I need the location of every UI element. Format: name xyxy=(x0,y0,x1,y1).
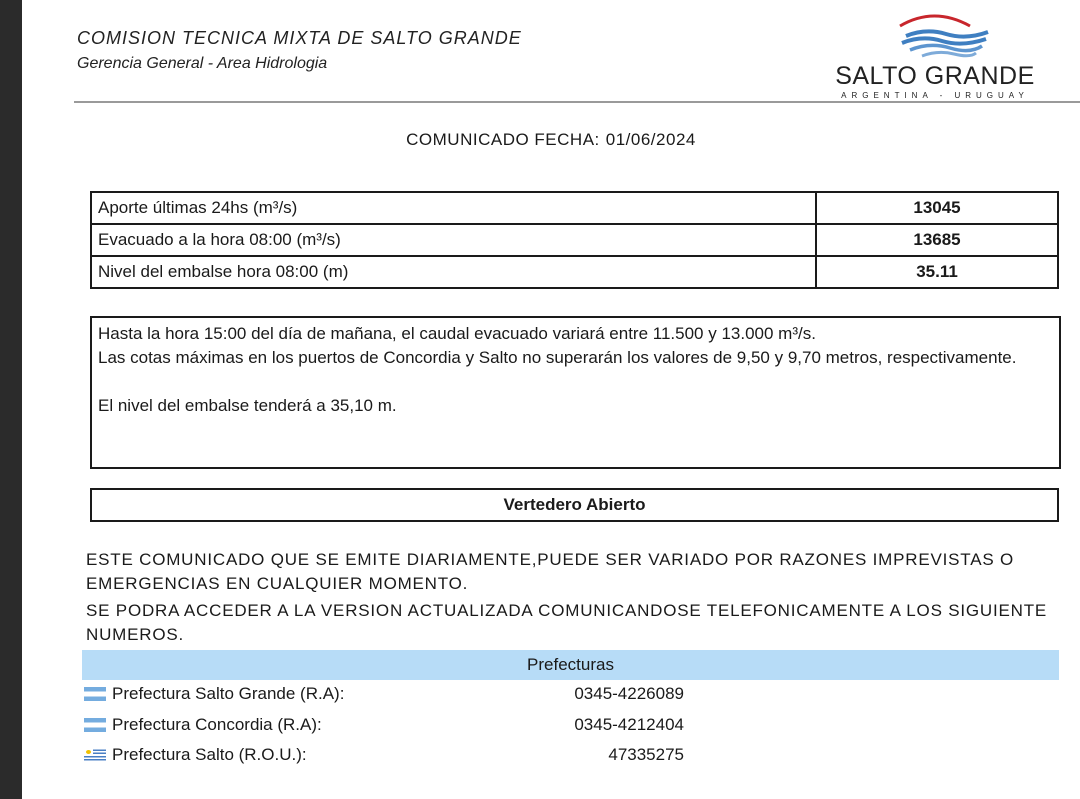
argentina-flag-icon xyxy=(84,687,106,701)
row-label: Nivel del embalse hora 08:00 (m) xyxy=(91,256,816,288)
header-divider xyxy=(74,101,1080,103)
row-label: Evacuado a la hora 08:00 (m³/s) xyxy=(91,224,816,256)
prefectura-phone[interactable]: 0345-4226089 xyxy=(574,684,684,703)
org-name: COMISION TECNICA MIXTA DE SALTO GRANDE xyxy=(77,28,522,48)
row-value: 13685 xyxy=(816,224,1058,256)
list-item xyxy=(84,713,684,739)
logo-waves-icon xyxy=(830,10,1040,62)
prefectura-phone[interactable]: 47335275 xyxy=(608,745,684,764)
table-row xyxy=(91,256,1058,288)
list-item xyxy=(84,682,684,708)
notice-text: ESTE COMUNICADO QUE SE EMITE DIARIAMENTE,PUEDE SER VARIADO POR RAZONES IMPREVISTAS O EMERGENCIAS EN CUALQUIER MOMENTO. xyxy=(86,550,1015,593)
comunicado-date-line xyxy=(22,130,1080,150)
forecast-box xyxy=(90,316,1061,469)
forecast-line: El nivel del embalse tenderá a 35,10 m. xyxy=(98,396,397,415)
vertedero-status: Vertedero Abierto xyxy=(90,488,1059,522)
prefecturas-header: Prefecturas xyxy=(82,650,1059,680)
logo-title: SALTO GRANDE xyxy=(835,62,1035,90)
notice-text: SE PODRA ACCEDER A LA VERSION ACTUALIZADA COMUNICANDOSE TELEFONICAMENTE A LOS SIGUIENTE NUMEROS. xyxy=(86,601,1048,644)
comunicado-date: 01/06/2024 xyxy=(605,130,696,149)
department-name: Gerencia General - Area Hidrologia xyxy=(77,55,328,72)
argentina-flag-icon xyxy=(84,718,106,732)
logo-subtitle: ARGENTINA - URUGUAY xyxy=(841,91,1029,100)
prefectura-name: Prefectura Salto (R.O.U.): xyxy=(112,745,307,764)
document-page xyxy=(22,0,1080,799)
hydrology-table xyxy=(90,191,1059,289)
row-value: 35.11 xyxy=(816,256,1058,288)
table-row xyxy=(91,192,1058,224)
uruguay-flag-icon xyxy=(84,748,106,762)
row-value: 13045 xyxy=(816,192,1058,224)
prefectura-name: Prefectura Concordia (R.A): xyxy=(112,715,322,734)
list-item xyxy=(84,743,684,769)
salto-grande-logo xyxy=(830,10,1040,102)
prefectura-phone[interactable]: 0345-4212404 xyxy=(574,715,684,734)
table-row xyxy=(91,224,1058,256)
comunicado-label: COMUNICADO FECHA: xyxy=(406,130,600,149)
prefectura-name: Prefectura Salto Grande (R.A): xyxy=(112,684,345,703)
row-label: Aporte últimas 24hs (m³/s) xyxy=(91,192,816,224)
forecast-line: Las cotas máximas en los puertos de Concordia y Salto no superarán los valores de 9,50 y 9,70 metros, respectivamente. xyxy=(98,348,1017,367)
forecast-line: Hasta la hora 15:00 del día de mañana, el caudal evacuado variará entre 11.500 y 13.000 m³/s. xyxy=(98,324,816,343)
